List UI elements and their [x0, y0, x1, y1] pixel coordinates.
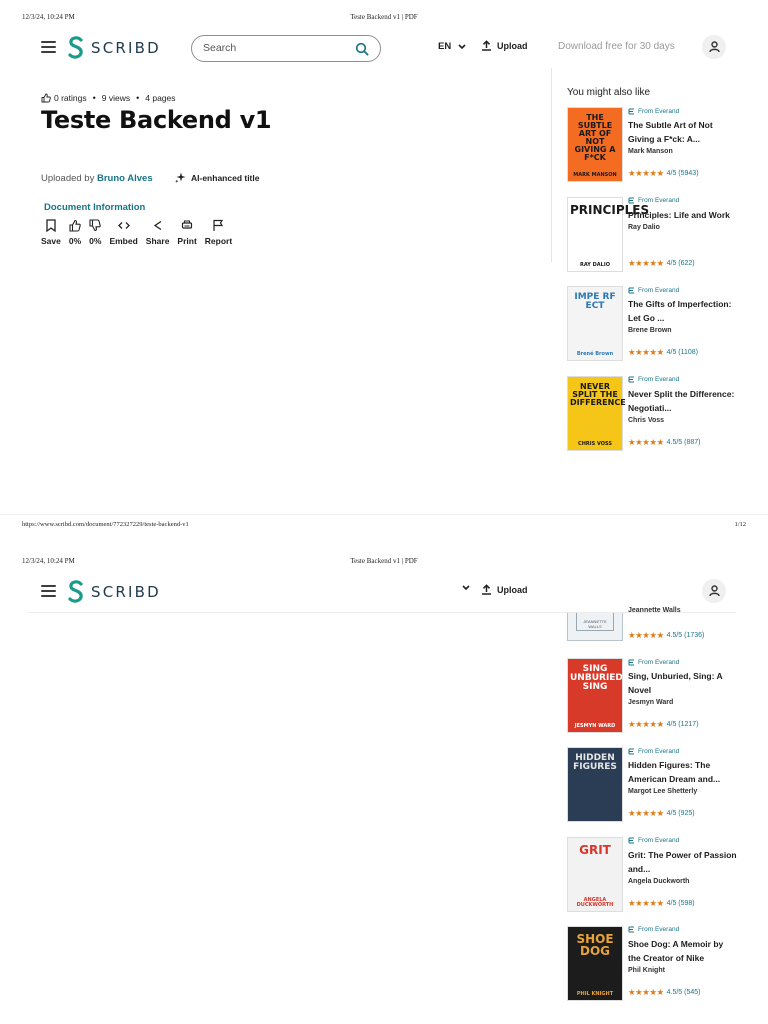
- search-input[interactable]: [203, 42, 343, 54]
- menu-icon[interactable]: [41, 41, 56, 53]
- print-page-indicator: 1/12: [734, 521, 746, 528]
- book-cover[interactable]: [567, 286, 623, 361]
- cover-author: ANGELA DUCKWORTH: [576, 896, 614, 908]
- rating-text: 4/5 (1217): [666, 721, 699, 728]
- from-everand-text: From Everand: [638, 107, 680, 115]
- menu-icon[interactable]: [41, 585, 56, 597]
- embed-label: Embed: [109, 236, 138, 246]
- dislike-button[interactable]: [89, 219, 101, 246]
- book-author[interactable]: Brene Brown: [628, 327, 672, 334]
- rating-text: 4/5 (1108): [666, 349, 698, 356]
- save-button[interactable]: [41, 219, 61, 246]
- cover-title: SHOE DOG: [576, 931, 614, 958]
- search-icon[interactable]: [355, 42, 369, 56]
- rating-text: 4/5 (598): [666, 899, 695, 907]
- sidebar-divider: [551, 68, 552, 262]
- scribd-logo-icon: [67, 580, 85, 604]
- book-title[interactable]: Sing, Unburied, Sing: A Novel: [628, 671, 723, 695]
- share-icon: [152, 219, 164, 232]
- cover-author: RAY DALIO: [580, 261, 610, 268]
- cover-author: Brené Brown: [576, 351, 614, 357]
- upload-icon: [481, 40, 492, 51]
- from-everand-text: From Everand: [638, 747, 680, 755]
- book-cover[interactable]: [567, 197, 650, 272]
- cover-author: JESMYN WARD: [574, 723, 616, 729]
- rating-text: 4.5/5 (887): [666, 438, 701, 446]
- print-datetime: 12/3/24, 10:24 PM: [22, 557, 75, 565]
- from-everand-text: From Everand: [638, 658, 680, 666]
- star-rating-icon: ★★★★★: [628, 257, 664, 268]
- like-button[interactable]: [69, 219, 81, 246]
- book-rating: [628, 630, 704, 641]
- star-rating-icon: ★★★★★: [628, 719, 664, 729]
- from-everand-label: [628, 658, 738, 666]
- like-percent: 0%: [68, 236, 82, 246]
- book-title[interactable]: Shoe Dog: A Memoir by the Creator of Nike: [628, 938, 724, 963]
- book-info: [628, 107, 738, 178]
- from-everand-label: [628, 747, 738, 755]
- star-rating-icon: ★★★★★: [628, 436, 664, 447]
- book-rating: [628, 168, 699, 179]
- ai-enhanced-badge: [175, 172, 259, 183]
- print-label: Print: [177, 236, 197, 246]
- recommendation-card[interactable]: [567, 747, 737, 827]
- print-icon: [181, 219, 193, 232]
- everand-icon: [628, 376, 635, 383]
- book-title[interactable]: The Subtle Art of Not Giving a F*ck: A...: [628, 120, 713, 144]
- document-information-link[interactable]: Document Information: [44, 202, 146, 213]
- recommendation-card[interactable]: [567, 658, 737, 738]
- pages-count: 4 pages: [145, 93, 176, 103]
- cover-title: GRIT: [579, 842, 611, 857]
- views-count: 9 views: [101, 93, 131, 103]
- report-label: Report: [204, 236, 233, 246]
- cover-author: PHIL KNIGHT: [576, 990, 614, 997]
- separator-dot: •: [136, 93, 140, 103]
- bookmark-icon: [45, 219, 57, 232]
- everand-icon: [628, 287, 635, 294]
- print-header: [22, 557, 746, 569]
- rating-text: 4/5 (925): [666, 810, 695, 818]
- top-navbar: [0, 572, 768, 612]
- everand-icon: [628, 926, 635, 933]
- uploaded-prefix: Uploaded by: [41, 173, 95, 184]
- book-info: [628, 658, 738, 729]
- everand-icon: [628, 197, 635, 204]
- book-title[interactable]: Hidden Figures: The American Dream and...: [628, 760, 721, 785]
- book-author[interactable]: Jesmyn Ward: [628, 699, 674, 706]
- language-label: EN: [438, 41, 452, 52]
- page-separator: [0, 514, 768, 515]
- from-everand-label: [628, 376, 738, 384]
- upload-label: Upload: [497, 40, 528, 51]
- save-label: Save: [41, 236, 61, 246]
- book-cover[interactable]: [567, 747, 623, 822]
- book-rating: [628, 258, 695, 269]
- book-rating: [628, 987, 700, 998]
- book-author[interactable]: Angela Duckworth: [628, 877, 690, 885]
- star-rating-icon: ★★★★★: [628, 897, 664, 908]
- cover-title: HIDDEN FIGURES: [573, 753, 617, 773]
- rating-text: 4.5/5 (545): [666, 988, 701, 996]
- dislike-percent: 0%: [89, 236, 102, 246]
- recommendation-card[interactable]: [567, 107, 737, 187]
- rating-text: 4/5 (5943): [666, 170, 699, 177]
- cover-author: CHRIS VOSS: [578, 440, 612, 447]
- user-icon[interactable]: [702, 35, 726, 59]
- cover-title: PRINCIPLES: [570, 202, 650, 217]
- flag-icon: [212, 219, 224, 232]
- book-cover[interactable]: [567, 376, 626, 451]
- star-rating-icon: ★★★★★: [628, 347, 664, 357]
- recommendation-card[interactable]: [567, 926, 737, 1006]
- from-everand-text: From Everand: [638, 376, 680, 383]
- book-info: [628, 197, 738, 268]
- book-author[interactable]: Phil Knight: [628, 966, 665, 974]
- top-navbar: [0, 28, 768, 68]
- sparkle-icon: [175, 172, 186, 183]
- free-trial-link[interactable]: Download free for 30 days: [558, 41, 675, 52]
- recommendation-card[interactable]: [567, 286, 737, 366]
- book-info: [628, 747, 738, 819]
- book-rating: [628, 808, 695, 819]
- from-everand-label: [628, 107, 738, 115]
- star-rating-icon: ★★★★★: [628, 808, 664, 819]
- from-everand-label: [628, 197, 738, 205]
- cover-title: THE SUBTLE ART OF NOT GIVING A F*CK: [574, 113, 616, 162]
- user-icon[interactable]: [702, 579, 726, 603]
- book-info: [628, 837, 738, 908]
- upload-button[interactable]: [481, 584, 528, 595]
- embed-button[interactable]: [109, 219, 137, 246]
- recommendation-card[interactable]: [567, 376, 737, 456]
- ai-enhanced-label: AI-enhanced title: [191, 172, 260, 183]
- document-actions: [41, 219, 240, 246]
- share-label: Share: [145, 236, 170, 246]
- upload-label: Upload: [497, 584, 528, 595]
- star-rating-icon: ★★★★★: [628, 986, 664, 997]
- book-title[interactable]: Principles: Life and Work: [628, 209, 730, 220]
- book-author[interactable]: Mark Manson: [628, 148, 673, 155]
- from-everand-label: [628, 286, 738, 294]
- embed-icon: [118, 219, 130, 232]
- print-doc-title: Teste Backend v1 | PDF: [350, 557, 418, 565]
- scribd-logo-icon: [67, 36, 85, 60]
- separator-dot: •: [92, 93, 96, 103]
- upload-icon: [481, 584, 492, 595]
- uploaded-by: [41, 173, 153, 184]
- from-everand-text: From Everand: [638, 197, 680, 204]
- report-button[interactable]: [205, 219, 232, 246]
- ratings-count: 0 ratings: [54, 93, 87, 103]
- share-button[interactable]: [146, 219, 170, 246]
- book-cover[interactable]: [567, 926, 623, 1001]
- thumbs-down-icon: [89, 219, 101, 232]
- book-info: [628, 286, 738, 357]
- scribd-logo[interactable]: [67, 579, 161, 605]
- print-button[interactable]: [177, 219, 196, 246]
- from-everand-label: [628, 837, 738, 845]
- language-selector[interactable]: [438, 41, 466, 52]
- page-title: Teste Backend v1: [41, 106, 272, 134]
- book-author[interactable]: Margot Lee Shetterly: [628, 788, 698, 796]
- book-info: [628, 376, 738, 447]
- chevron-down-icon: [458, 44, 466, 50]
- chevron-down-icon: [462, 585, 470, 591]
- recommendation-card-partial[interactable]: [567, 607, 737, 643]
- book-cover[interactable]: [567, 658, 623, 733]
- print-datetime: 12/3/24, 10:24 PM: [22, 13, 75, 21]
- book-info: [628, 926, 738, 997]
- print-url: https://www.scribd.com/document/772327229/teste-backend-v1: [22, 521, 189, 528]
- uploader-link[interactable]: Bruno Alves: [97, 173, 153, 184]
- recommendation-card[interactable]: [567, 837, 737, 917]
- cover-author: MARK MANSON: [573, 172, 617, 178]
- thumbs-up-icon: [41, 93, 51, 103]
- print-doc-title: Teste Backend v1 | PDF: [350, 13, 418, 21]
- book-cover[interactable]: [567, 837, 623, 912]
- rating-text: 4.5/5 (1736): [666, 632, 705, 639]
- cover-title: SING UNBURIED SING: [570, 664, 623, 692]
- book-title[interactable]: Grit: The Power of Passion and...: [628, 849, 737, 874]
- print-header: [22, 13, 746, 25]
- book-rating: [628, 347, 698, 358]
- book-cover: [567, 613, 623, 641]
- everand-icon: [628, 659, 635, 666]
- from-everand-text: From Everand: [638, 926, 680, 934]
- book-cover[interactable]: [567, 107, 623, 182]
- thumbs-up-icon: [69, 219, 81, 232]
- book-rating: [628, 719, 699, 730]
- upload-button[interactable]: [481, 40, 528, 51]
- book-title[interactable]: The Gifts of Imperfection: Let Go ...: [628, 299, 732, 323]
- logo-text: SCRIBD: [91, 583, 161, 601]
- cover-title: NEVER SPLIT THE DIFFERENCE: [570, 381, 626, 407]
- book-author: Jeannette Walls: [628, 607, 681, 614]
- book-rating: [628, 437, 700, 448]
- from-everand-text: From Everand: [638, 286, 680, 294]
- search-bar[interactable]: [191, 35, 381, 62]
- everand-icon: [628, 108, 635, 115]
- book-title[interactable]: Never Split the Difference: Negotiati...: [628, 388, 735, 413]
- logo-text: SCRIBD: [91, 39, 161, 57]
- book-author[interactable]: Chris Voss: [628, 416, 665, 424]
- from-everand-label: [628, 926, 738, 934]
- cover-text: JEANNETTE WALLS: [576, 613, 614, 631]
- book-rating: [628, 898, 695, 909]
- cover-title: IMPE RF ECT: [574, 292, 616, 311]
- document-stats: [41, 93, 176, 103]
- rating-text: 4/5 (622): [666, 259, 695, 267]
- book-author[interactable]: Ray Dalio: [628, 223, 660, 231]
- star-rating-icon: ★★★★★: [628, 168, 664, 178]
- scribd-logo[interactable]: [67, 35, 161, 61]
- everand-icon: [628, 837, 635, 844]
- recommendation-card[interactable]: [567, 197, 737, 277]
- everand-icon: [628, 748, 635, 755]
- from-everand-text: From Everand: [638, 837, 680, 845]
- language-selector[interactable]: [455, 585, 470, 591]
- recommendations-heading: You might also like: [567, 87, 651, 98]
- star-rating-icon: ★★★★★: [628, 630, 664, 640]
